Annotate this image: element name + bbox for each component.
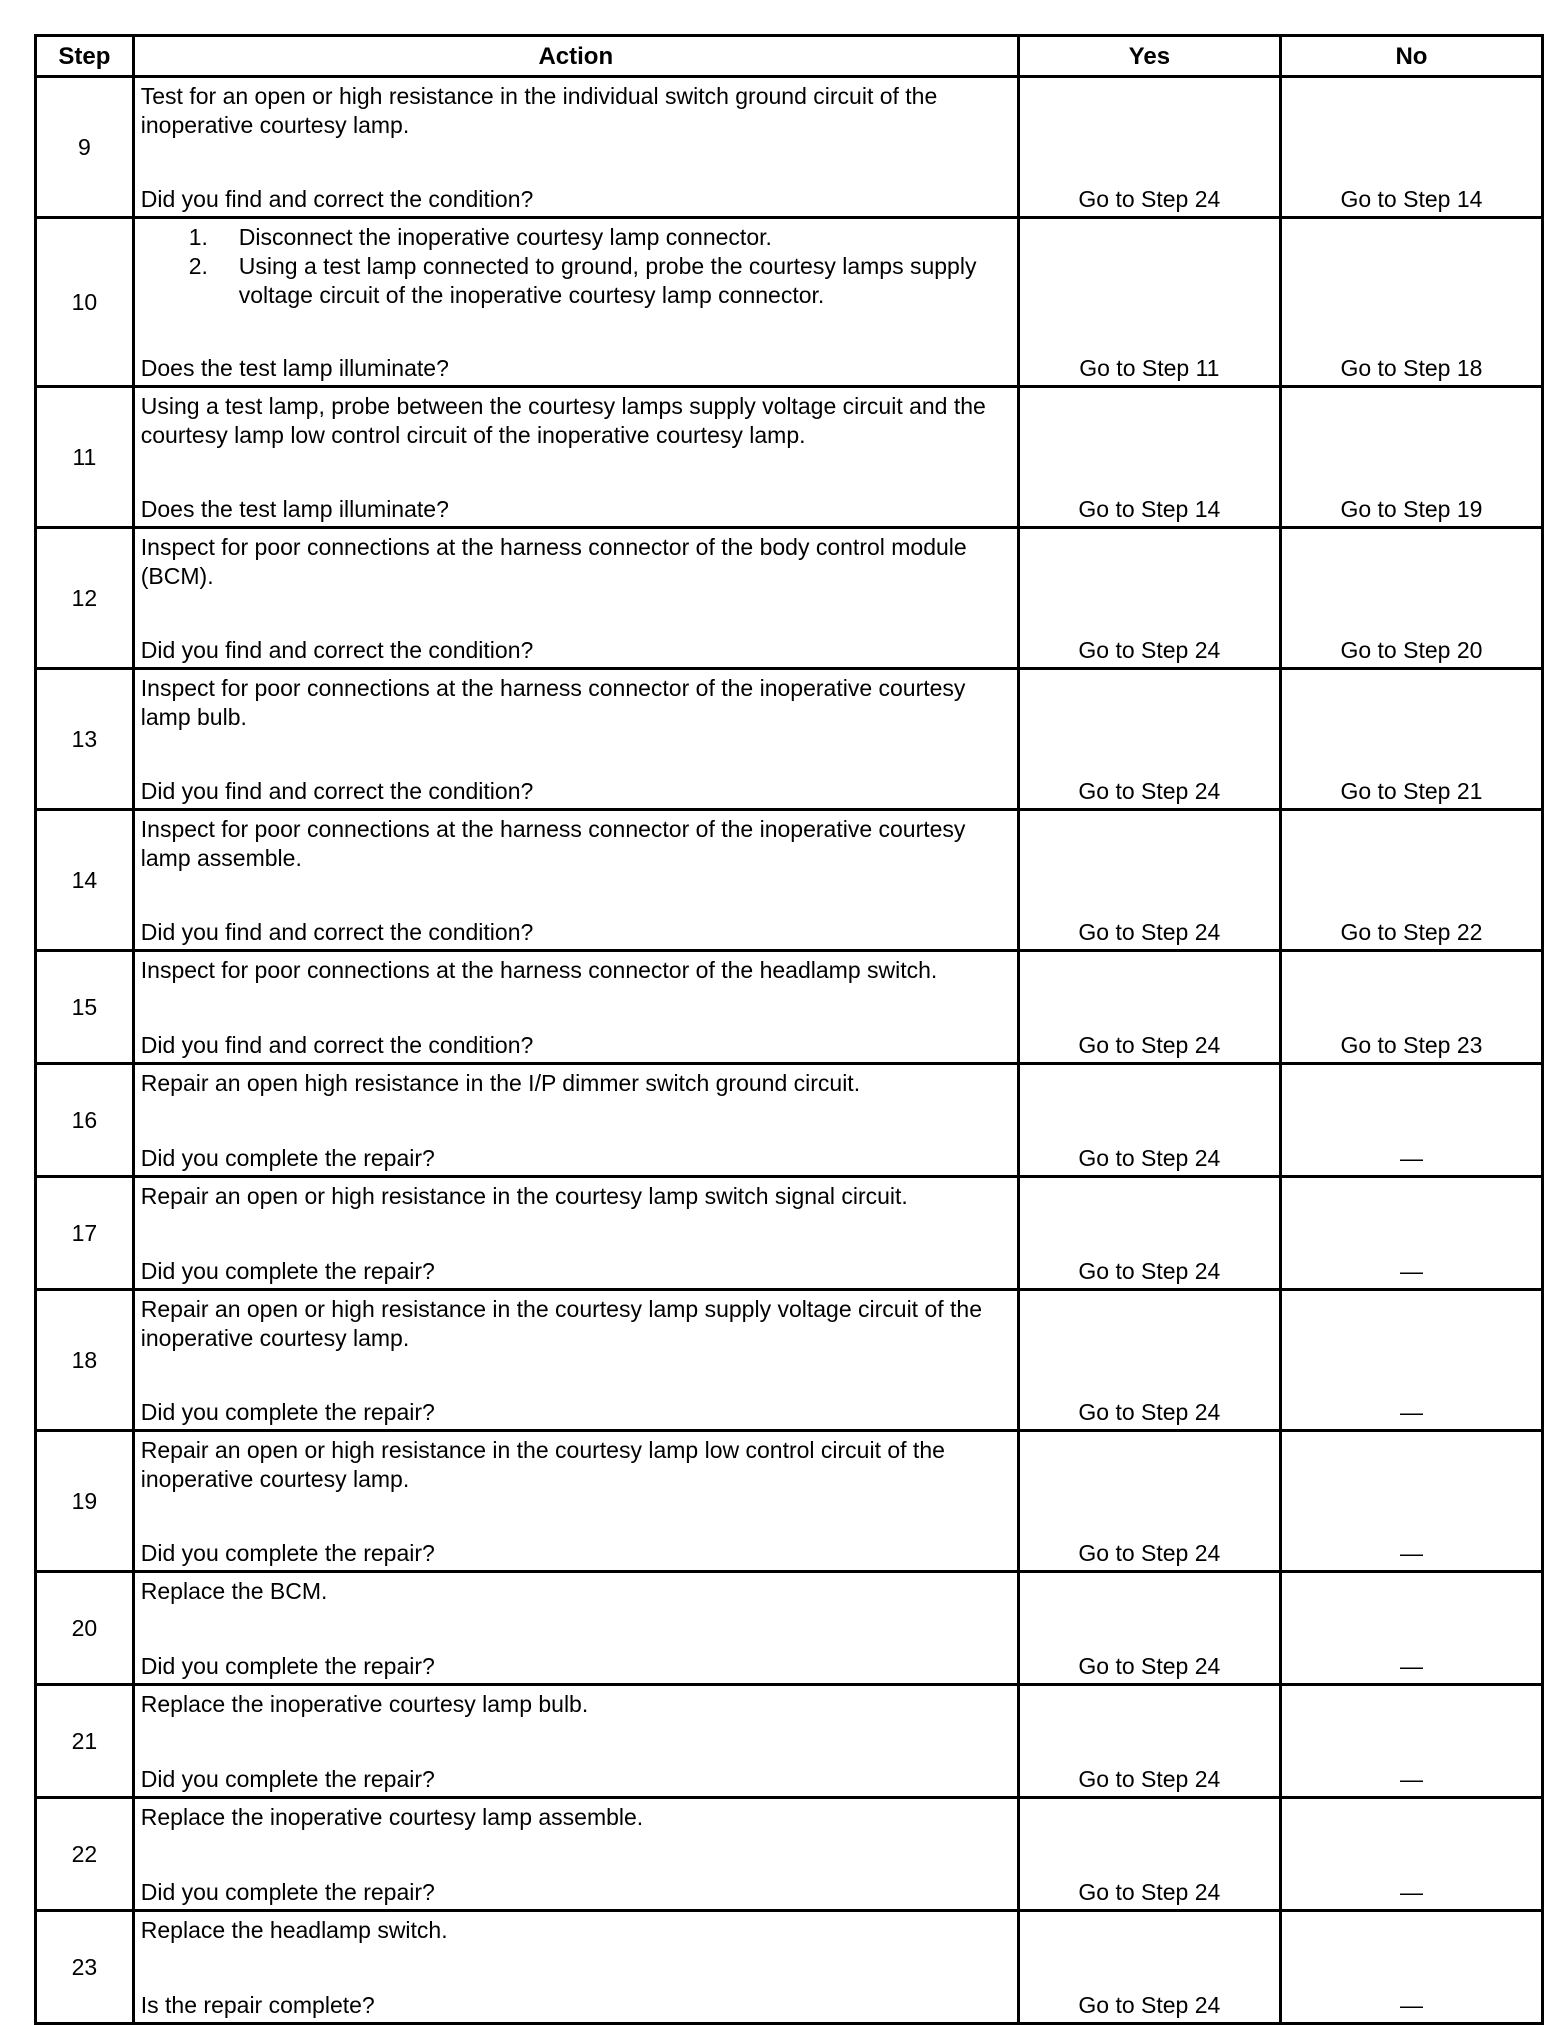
table-row [36,1685,1543,1798]
table-row [36,1177,1543,1290]
action-cell [133,218,1018,387]
action-question: Did you complete the repair? [140,1540,435,1566]
table-row [36,1798,1543,1911]
no-result: Go to Step 21 [1280,669,1542,810]
step-header: Step [36,36,134,77]
no-result: Go to Step 14 [1280,77,1542,218]
yes-result: Go to Step 24 [1018,1572,1280,1685]
action-cell [133,669,1018,810]
action-text: Inspect for poor connections at the harness connector of the inoperative courtesy lamp bulb. [140,675,966,730]
action-text: Inspect for poor connections at the harness connector of the headlamp switch. [140,957,938,983]
step-number: 18 [36,1290,134,1431]
no-result: Go to Step 19 [1280,387,1542,528]
action-text: Replace the inoperative courtesy lamp assemble. [140,1804,644,1830]
action-text: Using a test lamp, probe between the courtesy lamps supply voltage circuit and the courtesy lamp low control circuit of the inoperative courtesy lamp. [140,393,986,448]
table-row [36,1064,1543,1177]
yes-result: Go to Step 24 [1018,1685,1280,1798]
action-cell [133,951,1018,1064]
table-row [36,810,1543,951]
action-text: Replace the headlamp switch. [140,1917,448,1943]
yes-result: Go to Step 24 [1018,1177,1280,1290]
table-row [36,1911,1543,2024]
no-result: Go to Step 22 [1280,810,1542,951]
yes-result: Go to Step 24 [1018,951,1280,1064]
action-cell [133,528,1018,669]
no-result: — [1280,1431,1542,1572]
yes-header: Yes [1018,36,1280,77]
action-text: Replace the BCM. [140,1578,328,1604]
table-row [36,1431,1543,1572]
list-item-text: Disconnect the inoperative courtesy lamp connector. [238,224,772,250]
step-number: 11 [36,387,134,528]
yes-result: Go to Step 24 [1018,77,1280,218]
action-cell [133,1064,1018,1177]
action-question: Did you complete the repair? [140,1766,435,1792]
step-number: 23 [36,1911,134,2024]
yes-result: Go to Step 24 [1018,1290,1280,1431]
action-text: Replace the inoperative courtesy lamp bulb. [140,1691,589,1717]
action-cell [133,387,1018,528]
action-cell [133,1685,1018,1798]
action-question: Did you find and correct the condition? [140,778,534,804]
action-text: Repair an open high resistance in the I/P dimmer switch ground circuit. [140,1070,861,1096]
table-row [36,1290,1543,1431]
no-result: — [1280,1911,1542,2024]
table-row [36,77,1543,218]
no-result: — [1280,1290,1542,1431]
yes-result: Go to Step 24 [1018,1431,1280,1572]
action-header: Action [133,36,1018,77]
action-cell [133,1177,1018,1290]
step-number: 16 [36,1064,134,1177]
action-steps-list [141,223,1011,310]
yes-result: Go to Step 24 [1018,528,1280,669]
action-cell [133,1290,1018,1431]
action-text: Test for an open or high resistance in the individual switch ground circuit of the inoperative courtesy lamp. [140,83,938,138]
step-number: 14 [36,810,134,951]
step-number: 9 [36,77,134,218]
action-question: Does the test lamp illuminate? [140,496,449,522]
step-number: 10 [36,218,134,387]
diagnostic-table [34,34,1544,2025]
yes-result: Go to Step 24 [1018,1064,1280,1177]
step-number: 13 [36,669,134,810]
action-text: Repair an open or high resistance in the courtesy lamp switch signal circuit. [140,1183,908,1209]
action-cell [133,1431,1018,1572]
list-item [141,252,1011,310]
step-number: 20 [36,1572,134,1685]
list-item-number: 2. [188,253,208,279]
table-row [36,1572,1543,1685]
no-result: — [1280,1798,1542,1911]
step-number: 12 [36,528,134,669]
action-cell [133,1798,1018,1911]
action-question: Did you complete the repair? [140,1653,435,1679]
action-cell [133,810,1018,951]
header-row [36,36,1543,77]
step-number: 19 [36,1431,134,1572]
step-number: 22 [36,1798,134,1911]
yes-result: Go to Step 24 [1018,1798,1280,1911]
list-item [141,223,1011,252]
no-result: — [1280,1685,1542,1798]
action-text: Inspect for poor connections at the harness connector of the inoperative courtesy lamp assemble. [140,816,966,871]
list-item-text: Using a test lamp connected to ground, probe the courtesy lamps supply voltage circuit of the inoperative courtesy lamp connector. [238,253,977,308]
no-result: Go to Step 23 [1280,951,1542,1064]
action-question: Is the repair complete? [140,1992,375,2018]
table-row [36,951,1543,1064]
no-header: No [1280,36,1542,77]
yes-result: Go to Step 11 [1018,218,1280,387]
table-row [36,528,1543,669]
action-question: Did you find and correct the condition? [140,186,534,212]
no-result: — [1280,1064,1542,1177]
no-result: — [1280,1177,1542,1290]
action-question: Did you find and correct the condition? [140,919,534,945]
action-text: Repair an open or high resistance in the courtesy lamp supply voltage circuit of the inoperative courtesy lamp. [140,1296,983,1351]
yes-result: Go to Step 24 [1018,1911,1280,2024]
action-cell [133,1572,1018,1685]
action-question: Did you complete the repair? [140,1879,435,1905]
table-row [36,387,1543,528]
step-number: 21 [36,1685,134,1798]
no-result: Go to Step 20 [1280,528,1542,669]
yes-result: Go to Step 14 [1018,387,1280,528]
step-number: 17 [36,1177,134,1290]
action-question: Did you complete the repair? [140,1399,435,1425]
step-number: 15 [36,951,134,1064]
action-question: Did you find and correct the condition? [140,637,534,663]
action-text: Repair an open or high resistance in the courtesy lamp low control circuit of the inoperative courtesy lamp. [140,1437,945,1492]
action-text: Inspect for poor connections at the harness connector of the body control module (BCM). [140,534,967,589]
list-item-number: 1. [188,224,208,250]
action-question: Did you complete the repair? [140,1258,435,1284]
action-question: Did you complete the repair? [140,1145,435,1171]
action-cell [133,1911,1018,2024]
yes-result: Go to Step 24 [1018,669,1280,810]
action-question: Did you find and correct the condition? [140,1032,534,1058]
table-row [36,669,1543,810]
action-question: Does the test lamp illuminate? [140,355,449,381]
yes-result: Go to Step 24 [1018,810,1280,951]
action-cell [133,77,1018,218]
table-row [36,218,1543,387]
no-result: Go to Step 18 [1280,218,1542,387]
no-result: — [1280,1572,1542,1685]
